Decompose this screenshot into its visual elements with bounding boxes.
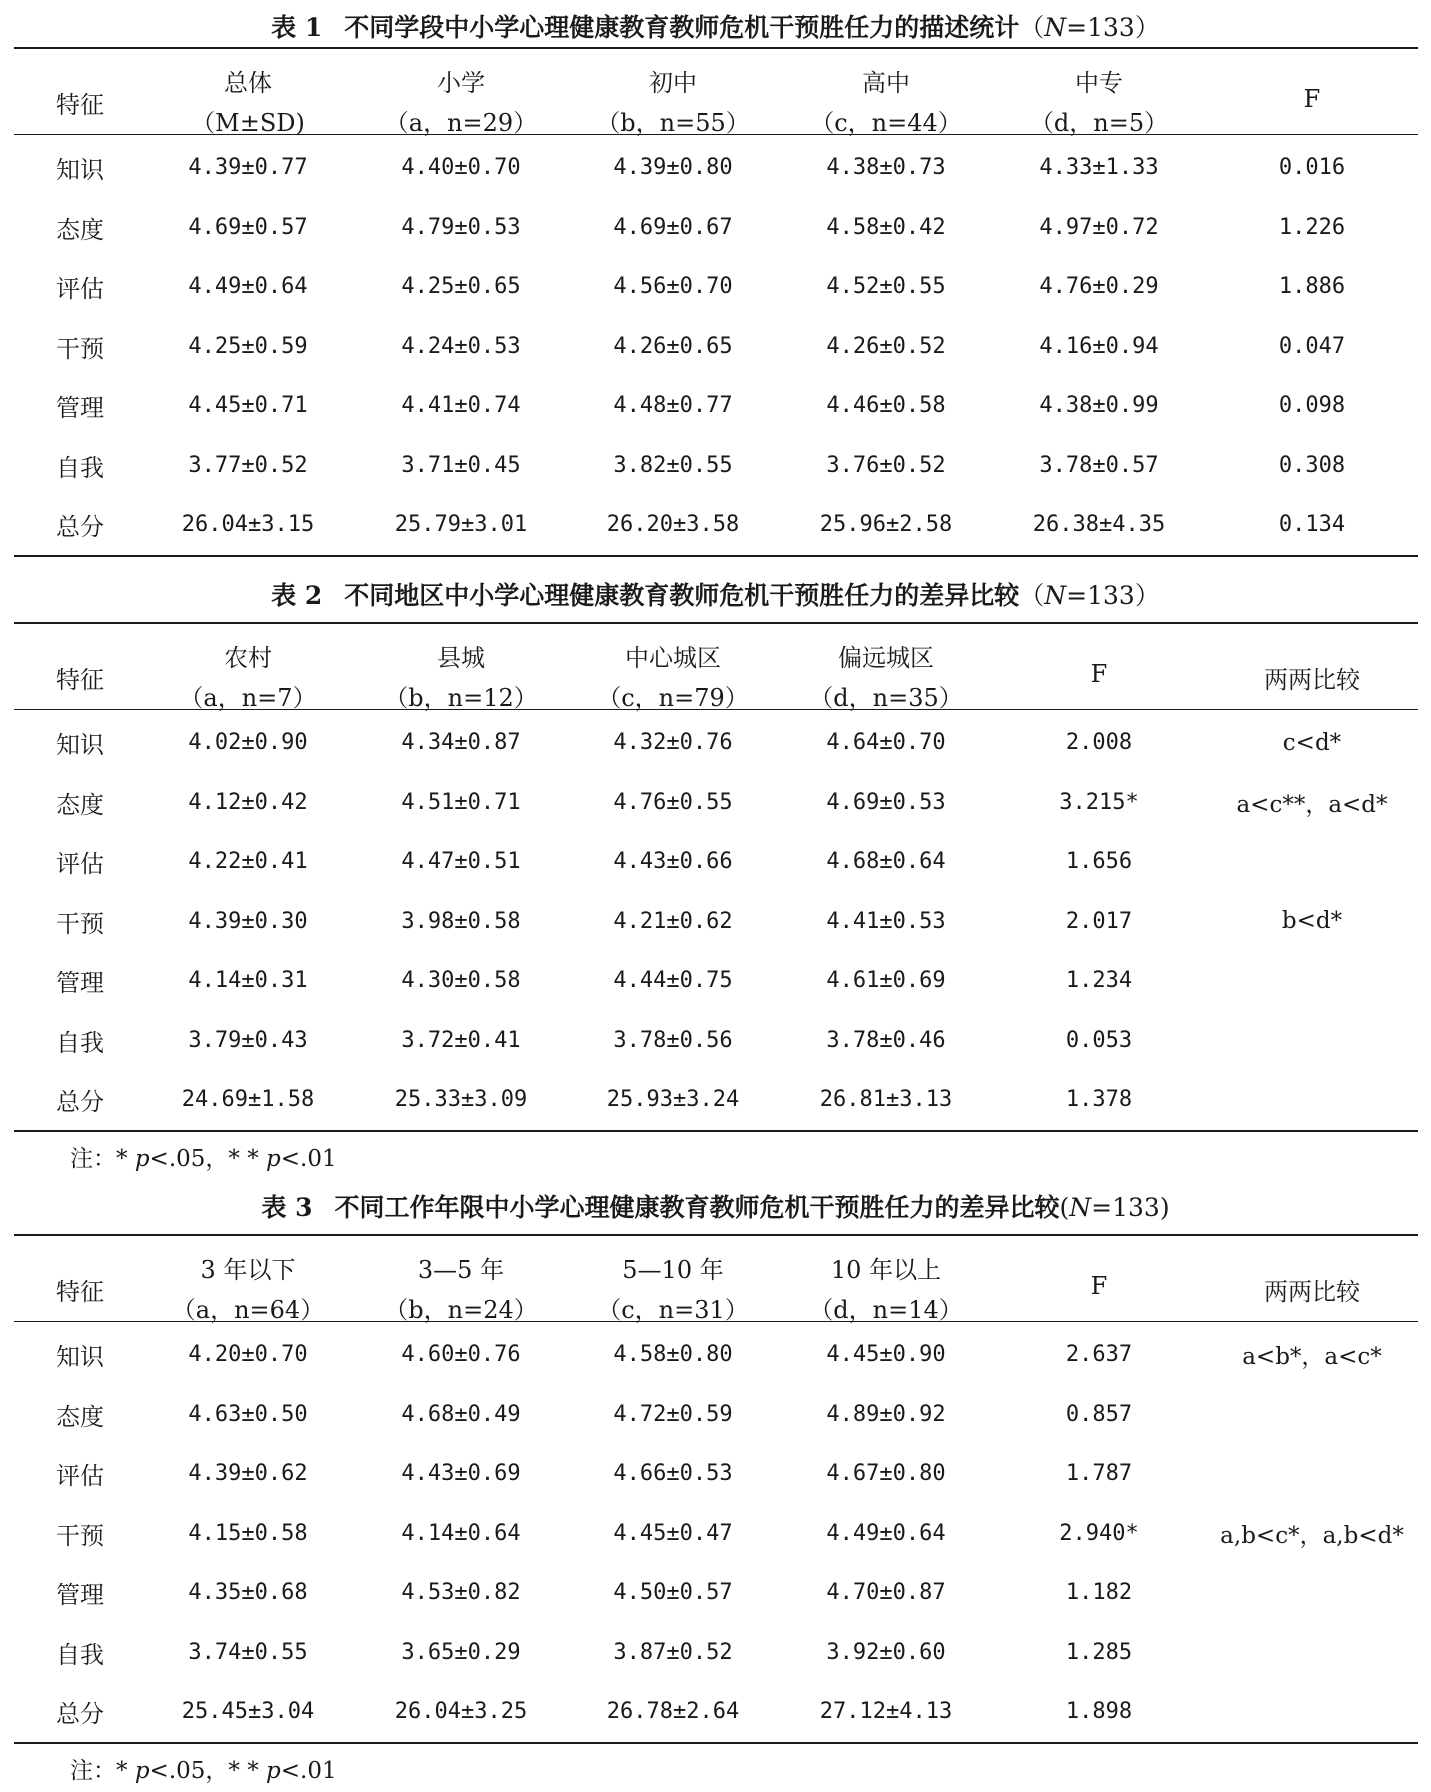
table-row [14, 1385, 1418, 1445]
table-3-note: 注：* p<.05，* * p<.01 [70, 1758, 337, 1784]
table-cell: 27.12±4.13 [819, 1699, 953, 1725]
row-label: 干预 [56, 909, 104, 938]
table-cell: 3.76±0.52 [826, 452, 946, 478]
column-header-sublabel: （a，n=7） [179, 684, 317, 712]
table-cell: 2.017 [1065, 908, 1133, 934]
row-label: 干预 [56, 334, 104, 363]
table-row [14, 1682, 1418, 1742]
column-header-label: 中专 [1075, 69, 1123, 97]
table-cell: 4.50±0.57 [613, 1580, 733, 1606]
table-3 [14, 1234, 1418, 1744]
table-cell: 4.41±0.53 [826, 908, 946, 934]
table-header [14, 1236, 1418, 1322]
row-label: 自我 [56, 1028, 104, 1057]
table-cell: 4.61±0.69 [826, 968, 946, 994]
column-header-sublabel: （M±SD) [191, 109, 305, 137]
table-row [14, 317, 1418, 377]
column-header-label: 县城 [437, 644, 485, 672]
table-row [14, 713, 1418, 773]
table-row [14, 1563, 1418, 1623]
table-cell: 4.24±0.53 [401, 333, 521, 359]
table-cell: 4.14±0.64 [401, 1520, 521, 1546]
table-cell: a<c**，a<d* [1236, 791, 1388, 818]
table-cell: 0.016 [1278, 155, 1346, 181]
table-cell: 4.72±0.59 [613, 1401, 733, 1427]
table-cell: 1.226 [1278, 214, 1346, 240]
row-label: 总分 [56, 1700, 104, 1729]
table-cell: 4.68±0.64 [826, 849, 946, 875]
table-cell: 3.78±0.46 [826, 1027, 946, 1053]
table-cell: 4.43±0.66 [613, 849, 733, 875]
table-row [14, 1504, 1418, 1564]
table-cell: 4.34±0.87 [401, 730, 521, 756]
table-cell: 4.22±0.41 [188, 849, 308, 875]
table-cell: 4.41±0.74 [401, 393, 521, 419]
column-header-label: 总体 [224, 69, 272, 97]
table-cell: a,b<c*，a,b<d* [1220, 1522, 1404, 1549]
column-header-label: 10 年以上 [830, 1256, 942, 1284]
table-cell: 4.52±0.55 [826, 274, 946, 300]
column-header-label: 两两比较 [1264, 666, 1360, 694]
table-row [14, 257, 1418, 317]
row-label: 评估 [56, 275, 104, 304]
table-cell: 26.04±3.15 [181, 512, 315, 538]
table-cell: 4.49±0.64 [188, 274, 308, 300]
table-cell: 4.69±0.57 [188, 214, 308, 240]
table-cell: b<d* [1281, 908, 1343, 935]
table-cell: 4.63±0.50 [188, 1401, 308, 1427]
table-cell: 0.134 [1278, 512, 1346, 538]
column-header-label: 农村 [224, 644, 272, 672]
table-cell: 25.45±3.04 [181, 1699, 315, 1725]
table-cell: 4.35±0.68 [188, 1580, 308, 1606]
column-header-label: F [1090, 660, 1108, 688]
table-row [14, 495, 1418, 555]
table-cell: 4.58±0.42 [826, 214, 946, 240]
table-cell: 4.25±0.65 [401, 274, 521, 300]
table-cell: 3.92±0.60 [826, 1639, 946, 1665]
column-header-sublabel: （d，n=5） [1029, 109, 1169, 137]
table-cell: 25.93±3.24 [606, 1087, 740, 1113]
table-cell: 26.78±2.64 [606, 1699, 740, 1725]
table-cell: 4.33±1.33 [1039, 155, 1159, 181]
table-cell: 0.053 [1065, 1027, 1133, 1053]
column-header-label: F [1303, 85, 1321, 113]
row-label: 总分 [56, 513, 104, 542]
table-cell: 4.45±0.90 [826, 1342, 946, 1368]
table-cell: 24.69±1.58 [181, 1087, 315, 1113]
column-header-sublabel: （b，n=12） [384, 684, 538, 712]
column-header-label: 5—10 年 [622, 1256, 724, 1284]
column-header-label: 3 年以下 [200, 1256, 296, 1284]
table-row [14, 832, 1418, 892]
table-row [14, 436, 1418, 496]
column-header-label: 初中 [649, 69, 697, 97]
table-cell: 26.04±3.25 [394, 1699, 528, 1725]
table-cell: 4.53±0.82 [401, 1580, 521, 1606]
table-row [14, 376, 1418, 436]
table-cell: 4.89±0.92 [826, 1401, 946, 1427]
row-label: 态度 [56, 790, 104, 819]
table-cell: 3.78±0.57 [1039, 452, 1159, 478]
table-cell: 1.378 [1065, 1087, 1133, 1113]
row-label: 态度 [56, 215, 104, 244]
table-cell: 25.33±3.09 [394, 1087, 528, 1113]
column-header-sublabel: （d，n=14） [809, 1296, 963, 1324]
row-label: 评估 [56, 850, 104, 879]
table-cell: 4.49±0.64 [826, 1520, 946, 1546]
table-2 [14, 622, 1418, 1132]
table-cell: 4.14±0.31 [188, 968, 308, 994]
column-header-sublabel: （c，n=31） [597, 1296, 749, 1324]
column-header-sublabel: （a，n=29） [384, 109, 538, 137]
table-cell: 0.308 [1278, 452, 1346, 478]
table-cell: 4.60±0.76 [401, 1342, 521, 1368]
table-cell: 4.20±0.70 [188, 1342, 308, 1368]
column-header-label: 小学 [437, 69, 485, 97]
row-label: 态度 [56, 1402, 104, 1431]
row-label: 管理 [56, 969, 104, 998]
table-cell: 3.74±0.55 [188, 1639, 308, 1665]
table-cell: 26.38±4.35 [1032, 512, 1166, 538]
table-cell: 2.008 [1065, 730, 1133, 756]
column-header-label: 特征 [56, 1278, 104, 1306]
table-1-number: 表 1 [271, 13, 323, 42]
table-cell: c<d* [1282, 729, 1342, 756]
table-cell: 3.78±0.56 [613, 1027, 733, 1053]
column-header-label: F [1090, 1272, 1108, 1300]
table-row [14, 951, 1418, 1011]
column-header-label: 中心城区 [625, 644, 721, 672]
column-header-label: 特征 [56, 666, 104, 694]
table-cell: 1.234 [1065, 968, 1133, 994]
table-cell: 4.64±0.70 [826, 730, 946, 756]
table-cell: 3.79±0.43 [188, 1027, 308, 1053]
table-cell: 4.45±0.71 [188, 393, 308, 419]
table-cell: 26.20±3.58 [606, 512, 740, 538]
table-cell: 4.51±0.71 [401, 789, 521, 815]
row-label: 自我 [56, 1640, 104, 1669]
table-cell: 25.96±2.58 [819, 512, 953, 538]
table-cell: 4.38±0.73 [826, 155, 946, 181]
table-cell: 4.58±0.80 [613, 1342, 733, 1368]
table-row [14, 1623, 1418, 1683]
table-cell: 2.940* [1059, 1520, 1139, 1546]
table-cell: 4.66±0.53 [613, 1461, 733, 1487]
table-2-note: 注：* p<.05，* * p<.01 [70, 1146, 337, 1172]
table-1 [14, 47, 1418, 557]
table-row [14, 1325, 1418, 1385]
row-label: 总分 [56, 1088, 104, 1117]
table-cell: 4.40±0.70 [401, 155, 521, 181]
table-cell: 4.02±0.90 [188, 730, 308, 756]
table-cell: 4.46±0.58 [826, 393, 946, 419]
table-cell: 4.69±0.53 [826, 789, 946, 815]
table-cell: 4.39±0.77 [188, 155, 308, 181]
column-header-label: 高中 [862, 69, 910, 97]
table-cell: 4.79±0.53 [401, 214, 521, 240]
column-header-sublabel: （d，n=35） [809, 684, 963, 712]
table-cell: 1.898 [1065, 1699, 1133, 1725]
table-row [14, 1444, 1418, 1504]
table-cell: 4.26±0.52 [826, 333, 946, 359]
table-cell: a<b*，a<c* [1242, 1344, 1382, 1371]
table-cell: 4.15±0.58 [188, 1520, 308, 1546]
table-3-number: 表 3 [261, 1193, 313, 1222]
table-cell: 4.68±0.49 [401, 1401, 521, 1427]
table-row [14, 138, 1418, 198]
table-cell: 1.182 [1065, 1580, 1133, 1606]
table-cell: 2.637 [1065, 1342, 1133, 1368]
table-cell: 1.656 [1065, 849, 1133, 875]
table-cell: 0.857 [1065, 1401, 1133, 1427]
column-header-sublabel: （c，n=79） [597, 684, 749, 712]
table-cell: 4.16±0.94 [1039, 333, 1159, 359]
table-3-title: 不同工作年限中小学心理健康教育教师危机干预胜任力的差异比较 [334, 1193, 1060, 1222]
table-cell: 3.71±0.45 [401, 452, 521, 478]
row-label: 管理 [56, 394, 104, 423]
table-cell: 3.215* [1059, 789, 1139, 815]
table-cell: 4.48±0.77 [613, 393, 733, 419]
table-1-caption: 表 1 不同学段中小学心理健康教育教师危机干预胜任力的描述统计（N=133） [271, 13, 1160, 42]
table-cell: 3.98±0.58 [401, 908, 521, 934]
table-2-caption: 表 2 不同地区中小学心理健康教育教师危机干预胜任力的差异比较（N=133） [271, 581, 1160, 610]
table-cell: 4.39±0.62 [188, 1461, 308, 1487]
table-row [14, 1011, 1418, 1071]
column-header-label: 两两比较 [1264, 1278, 1360, 1306]
table-cell: 4.69±0.67 [613, 214, 733, 240]
table-cell: 0.098 [1278, 393, 1346, 419]
table-row [14, 1070, 1418, 1130]
table-cell: 4.38±0.99 [1039, 393, 1159, 419]
table-cell: 26.81±3.13 [819, 1087, 953, 1113]
table-cell: 1.787 [1065, 1461, 1133, 1487]
table-cell: 4.56±0.70 [613, 274, 733, 300]
column-header-sublabel: （b，n=55） [596, 109, 750, 137]
row-label: 知识 [56, 1343, 104, 1372]
table-cell: 3.72±0.41 [401, 1027, 521, 1053]
table-cell: 4.76±0.29 [1039, 274, 1159, 300]
table-2-number: 表 2 [271, 581, 323, 610]
table-cell: 4.67±0.80 [826, 1461, 946, 1487]
table-cell: 4.12±0.42 [188, 789, 308, 815]
table-cell: 4.47±0.51 [401, 849, 521, 875]
table-cell: 3.77±0.52 [188, 452, 308, 478]
table-1-title: 不同学段中小学心理健康教育教师危机干预胜任力的描述统计 [344, 13, 1020, 42]
table-cell: 3.65±0.29 [401, 1639, 521, 1665]
table-cell: 3.82±0.55 [613, 452, 733, 478]
column-header-label: 特征 [56, 91, 104, 119]
column-header-label: 偏远城区 [838, 644, 934, 672]
table-row [14, 198, 1418, 258]
row-label: 自我 [56, 453, 104, 482]
table-cell: 4.39±0.80 [613, 155, 733, 181]
table-cell: 4.44±0.75 [613, 968, 733, 994]
table-cell: 4.26±0.65 [613, 333, 733, 359]
table-cell: 4.32±0.76 [613, 730, 733, 756]
table-cell: 4.39±0.30 [188, 908, 308, 934]
row-label: 干预 [56, 1521, 104, 1550]
table-cell: 4.43±0.69 [401, 1461, 521, 1487]
row-label: 知识 [56, 156, 104, 185]
table-cell: 3.87±0.52 [613, 1639, 733, 1665]
table-cell: 4.45±0.47 [613, 1520, 733, 1546]
table-cell: 25.79±3.01 [394, 512, 528, 538]
column-header-sublabel: （c，n=44） [810, 109, 962, 137]
column-header-label: 3—5 年 [417, 1256, 505, 1284]
table-cell: 4.97±0.72 [1039, 214, 1159, 240]
table-header [14, 49, 1418, 135]
row-label: 评估 [56, 1462, 104, 1491]
column-header-sublabel: （a，n=64） [171, 1296, 325, 1324]
row-label: 管理 [56, 1581, 104, 1610]
column-header-sublabel: （b，n=24） [384, 1296, 538, 1324]
table-cell: 1.285 [1065, 1639, 1133, 1665]
table-cell: 1.886 [1278, 274, 1346, 300]
table-cell: 4.76±0.55 [613, 789, 733, 815]
table-cell: 4.30±0.58 [401, 968, 521, 994]
table-row [14, 892, 1418, 952]
row-label: 知识 [56, 731, 104, 760]
table-3-caption: 表 3 不同工作年限中小学心理健康教育教师危机干预胜任力的差异比较(N=133) [261, 1193, 1170, 1222]
table-cell: 4.25±0.59 [188, 333, 308, 359]
table-2-title: 不同地区中小学心理健康教育教师危机干预胜任力的差异比较 [344, 581, 1020, 610]
table-cell: 4.70±0.87 [826, 1580, 946, 1606]
table-header [14, 624, 1418, 710]
table-row [14, 773, 1418, 833]
table-cell: 4.21±0.62 [613, 908, 733, 934]
table-cell: 0.047 [1278, 333, 1346, 359]
